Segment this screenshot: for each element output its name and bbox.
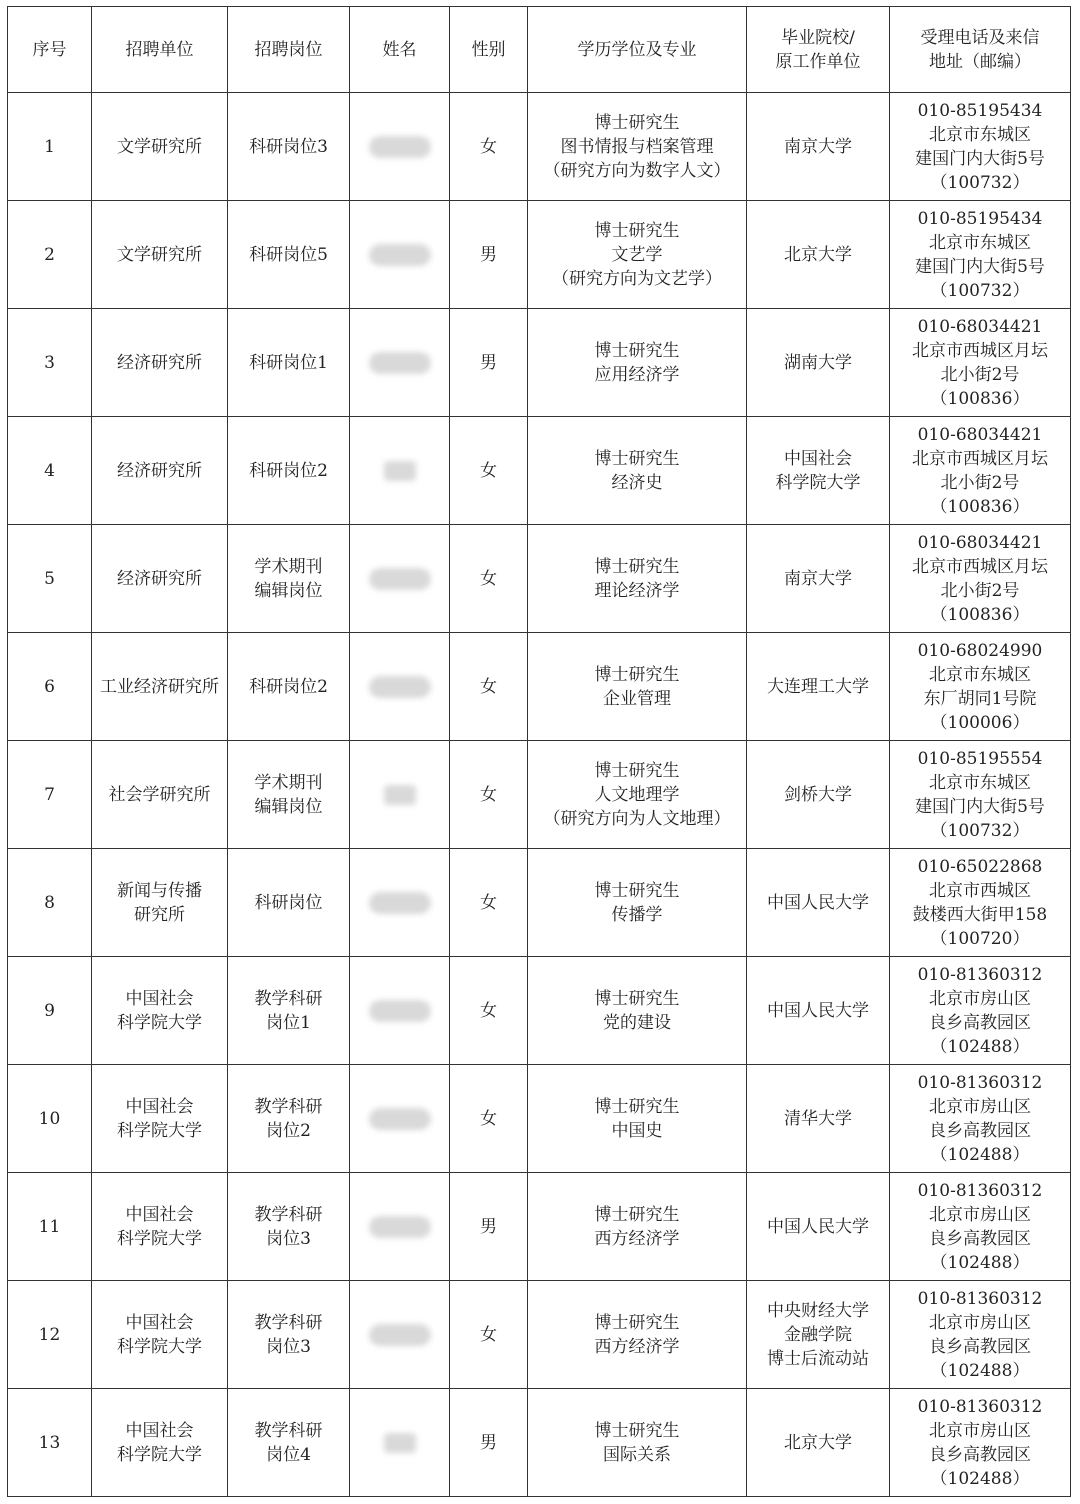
cell-school: 中国社会 科学院大学 xyxy=(747,417,890,525)
cell-post: 教学科研 岗位1 xyxy=(228,957,350,1065)
cell-school: 南京大学 xyxy=(747,525,890,633)
cell-name-redacted xyxy=(350,633,450,741)
cell-name-redacted xyxy=(350,93,450,201)
redacted-name-blur xyxy=(369,136,431,158)
cell-no: 9 xyxy=(8,957,92,1065)
cell-post: 科研岗位5 xyxy=(228,201,350,309)
cell-post: 教学科研 岗位3 xyxy=(228,1281,350,1389)
cell-contact: 010-68034421 北京市西城区月坛 北小街2号 （100836） xyxy=(890,525,1071,633)
cell-unit: 社会学研究所 xyxy=(92,741,228,849)
cell-contact: 010-85195434 北京市东城区 建国门内大街5号 （100732） xyxy=(890,93,1071,201)
cell-school: 湖南大学 xyxy=(747,309,890,417)
cell-education: 博士研究生 经济史 xyxy=(528,417,747,525)
cell-contact: 010-81360312 北京市房山区 良乡高教园区 （102488） xyxy=(890,1281,1071,1389)
cell-contact: 010-68034421 北京市西城区月坛 北小街2号 （100836） xyxy=(890,309,1071,417)
cell-name-redacted xyxy=(350,417,450,525)
cell-education: 博士研究生 西方经济学 xyxy=(528,1173,747,1281)
cell-gender: 女 xyxy=(450,1065,528,1173)
redacted-name-blur xyxy=(369,1000,431,1022)
cell-gender: 女 xyxy=(450,525,528,633)
cell-gender: 男 xyxy=(450,309,528,417)
redacted-name-blur xyxy=(384,1433,416,1453)
cell-unit: 中国社会 科学院大学 xyxy=(92,1281,228,1389)
cell-no: 13 xyxy=(8,1389,92,1497)
cell-unit: 经济研究所 xyxy=(92,309,228,417)
cell-education: 博士研究生 中国史 xyxy=(528,1065,747,1173)
cell-gender: 女 xyxy=(450,957,528,1065)
table-row xyxy=(8,93,1071,201)
table-row xyxy=(8,1173,1071,1281)
cell-school: 北京大学 xyxy=(747,1389,890,1497)
cell-education: 博士研究生 传播学 xyxy=(528,849,747,957)
cell-school: 中国人民大学 xyxy=(747,957,890,1065)
cell-name-redacted xyxy=(350,849,450,957)
table-row xyxy=(8,633,1071,741)
table-row xyxy=(8,525,1071,633)
cell-gender: 男 xyxy=(450,1173,528,1281)
cell-post: 科研岗位1 xyxy=(228,309,350,417)
cell-post: 科研岗位2 xyxy=(228,417,350,525)
cell-education: 博士研究生 企业管理 xyxy=(528,633,747,741)
cell-contact: 010-85195554 北京市东城区 建国门内大街5号 （100732） xyxy=(890,741,1071,849)
header-unit: 招聘单位 xyxy=(92,7,228,93)
cell-gender: 女 xyxy=(450,93,528,201)
redacted-name-blur xyxy=(384,785,416,805)
cell-unit: 中国社会 科学院大学 xyxy=(92,957,228,1065)
redacted-name-blur xyxy=(369,1324,431,1346)
cell-no: 4 xyxy=(8,417,92,525)
cell-education: 博士研究生 理论经济学 xyxy=(528,525,747,633)
cell-gender: 女 xyxy=(450,417,528,525)
table-header xyxy=(8,7,1071,93)
cell-name-redacted xyxy=(350,309,450,417)
header-name: 姓名 xyxy=(350,7,450,93)
cell-unit: 经济研究所 xyxy=(92,417,228,525)
cell-contact: 010-68024990 北京市东城区 东厂胡同1号院 （100006） xyxy=(890,633,1071,741)
cell-no: 10 xyxy=(8,1065,92,1173)
cell-gender: 女 xyxy=(450,633,528,741)
redacted-name-blur xyxy=(369,892,431,914)
cell-contact: 010-81360312 北京市房山区 良乡高教园区 （102488） xyxy=(890,1389,1071,1497)
cell-no: 8 xyxy=(8,849,92,957)
header-gender: 性别 xyxy=(450,7,528,93)
cell-unit: 中国社会 科学院大学 xyxy=(92,1389,228,1497)
cell-gender: 男 xyxy=(450,1389,528,1497)
cell-education: 博士研究生 应用经济学 xyxy=(528,309,747,417)
cell-education: 博士研究生 人文地理学 （研究方向为人文地理） xyxy=(528,741,747,849)
cell-unit: 工业经济研究所 xyxy=(92,633,228,741)
cell-gender: 女 xyxy=(450,1281,528,1389)
header-education: 学历学位及专业 xyxy=(528,7,747,93)
cell-name-redacted xyxy=(350,957,450,1065)
cell-gender: 女 xyxy=(450,741,528,849)
redacted-name-blur xyxy=(369,1108,431,1130)
cell-contact: 010-81360312 北京市房山区 良乡高教园区 （102488） xyxy=(890,957,1071,1065)
redacted-name-blur xyxy=(369,1216,431,1238)
cell-post: 教学科研 岗位4 xyxy=(228,1389,350,1497)
header-contact: 受理电话及来信 地址（邮编） xyxy=(890,7,1071,93)
cell-education: 博士研究生 国际关系 xyxy=(528,1389,747,1497)
cell-no: 6 xyxy=(8,633,92,741)
cell-school: 南京大学 xyxy=(747,93,890,201)
redacted-name-blur xyxy=(369,352,431,374)
cell-unit: 文学研究所 xyxy=(92,201,228,309)
recruitment-roster-table xyxy=(7,6,1071,1497)
cell-gender: 女 xyxy=(450,849,528,957)
cell-post: 教学科研 岗位2 xyxy=(228,1065,350,1173)
header-post: 招聘岗位 xyxy=(228,7,350,93)
table-row xyxy=(8,201,1071,309)
cell-no: 5 xyxy=(8,525,92,633)
header-school: 毕业院校/ 原工作单位 xyxy=(747,7,890,93)
cell-no: 1 xyxy=(8,93,92,201)
cell-unit: 文学研究所 xyxy=(92,93,228,201)
cell-gender: 男 xyxy=(450,201,528,309)
redacted-name-blur xyxy=(369,244,431,266)
cell-contact: 010-68034421 北京市西城区月坛 北小街2号 （100836） xyxy=(890,417,1071,525)
cell-post: 学术期刊 编辑岗位 xyxy=(228,741,350,849)
cell-school: 中国人民大学 xyxy=(747,849,890,957)
redacted-name-blur xyxy=(384,461,416,481)
cell-name-redacted xyxy=(350,741,450,849)
cell-post: 教学科研 岗位3 xyxy=(228,1173,350,1281)
cell-unit: 新闻与传播 研究所 xyxy=(92,849,228,957)
cell-post: 学术期刊 编辑岗位 xyxy=(228,525,350,633)
table-row xyxy=(8,1065,1071,1173)
cell-name-redacted xyxy=(350,525,450,633)
cell-education: 博士研究生 文艺学 （研究方向为文艺学） xyxy=(528,201,747,309)
cell-school: 中央财经大学 金融学院 博士后流动站 xyxy=(747,1281,890,1389)
cell-post: 科研岗位3 xyxy=(228,93,350,201)
cell-post: 科研岗位 xyxy=(228,849,350,957)
cell-unit: 经济研究所 xyxy=(92,525,228,633)
header-no: 序号 xyxy=(8,7,92,93)
cell-name-redacted xyxy=(350,1281,450,1389)
redacted-name-blur xyxy=(369,568,431,590)
cell-contact: 010-65022868 北京市西城区 鼓楼西大街甲158 （100720） xyxy=(890,849,1071,957)
cell-no: 3 xyxy=(8,309,92,417)
cell-education: 博士研究生 图书情报与档案管理 （研究方向为数字人文） xyxy=(528,93,747,201)
cell-name-redacted xyxy=(350,1065,450,1173)
table-row xyxy=(8,957,1071,1065)
cell-no: 2 xyxy=(8,201,92,309)
header-row xyxy=(8,7,1071,93)
table-row xyxy=(8,309,1071,417)
table-row xyxy=(8,417,1071,525)
cell-education: 博士研究生 党的建设 xyxy=(528,957,747,1065)
cell-name-redacted xyxy=(350,201,450,309)
table-row xyxy=(8,1281,1071,1389)
cell-no: 12 xyxy=(8,1281,92,1389)
table-body xyxy=(8,93,1071,1497)
cell-school: 中国人民大学 xyxy=(747,1173,890,1281)
cell-school: 清华大学 xyxy=(747,1065,890,1173)
cell-post: 科研岗位2 xyxy=(228,633,350,741)
redacted-name-blur xyxy=(369,676,431,698)
cell-contact: 010-81360312 北京市房山区 良乡高教园区 （102488） xyxy=(890,1173,1071,1281)
cell-name-redacted xyxy=(350,1173,450,1281)
cell-school: 北京大学 xyxy=(747,201,890,309)
cell-name-redacted xyxy=(350,1389,450,1497)
cell-unit: 中国社会 科学院大学 xyxy=(92,1173,228,1281)
cell-education: 博士研究生 西方经济学 xyxy=(528,1281,747,1389)
table-row xyxy=(8,1389,1071,1497)
cell-school: 大连理工大学 xyxy=(747,633,890,741)
table-row xyxy=(8,849,1071,957)
cell-contact: 010-85195434 北京市东城区 建国门内大街5号 （100732） xyxy=(890,201,1071,309)
cell-no: 11 xyxy=(8,1173,92,1281)
cell-unit: 中国社会 科学院大学 xyxy=(92,1065,228,1173)
cell-contact: 010-81360312 北京市房山区 良乡高教园区 （102488） xyxy=(890,1065,1071,1173)
cell-school: 剑桥大学 xyxy=(747,741,890,849)
cell-no: 7 xyxy=(8,741,92,849)
table-row xyxy=(8,741,1071,849)
